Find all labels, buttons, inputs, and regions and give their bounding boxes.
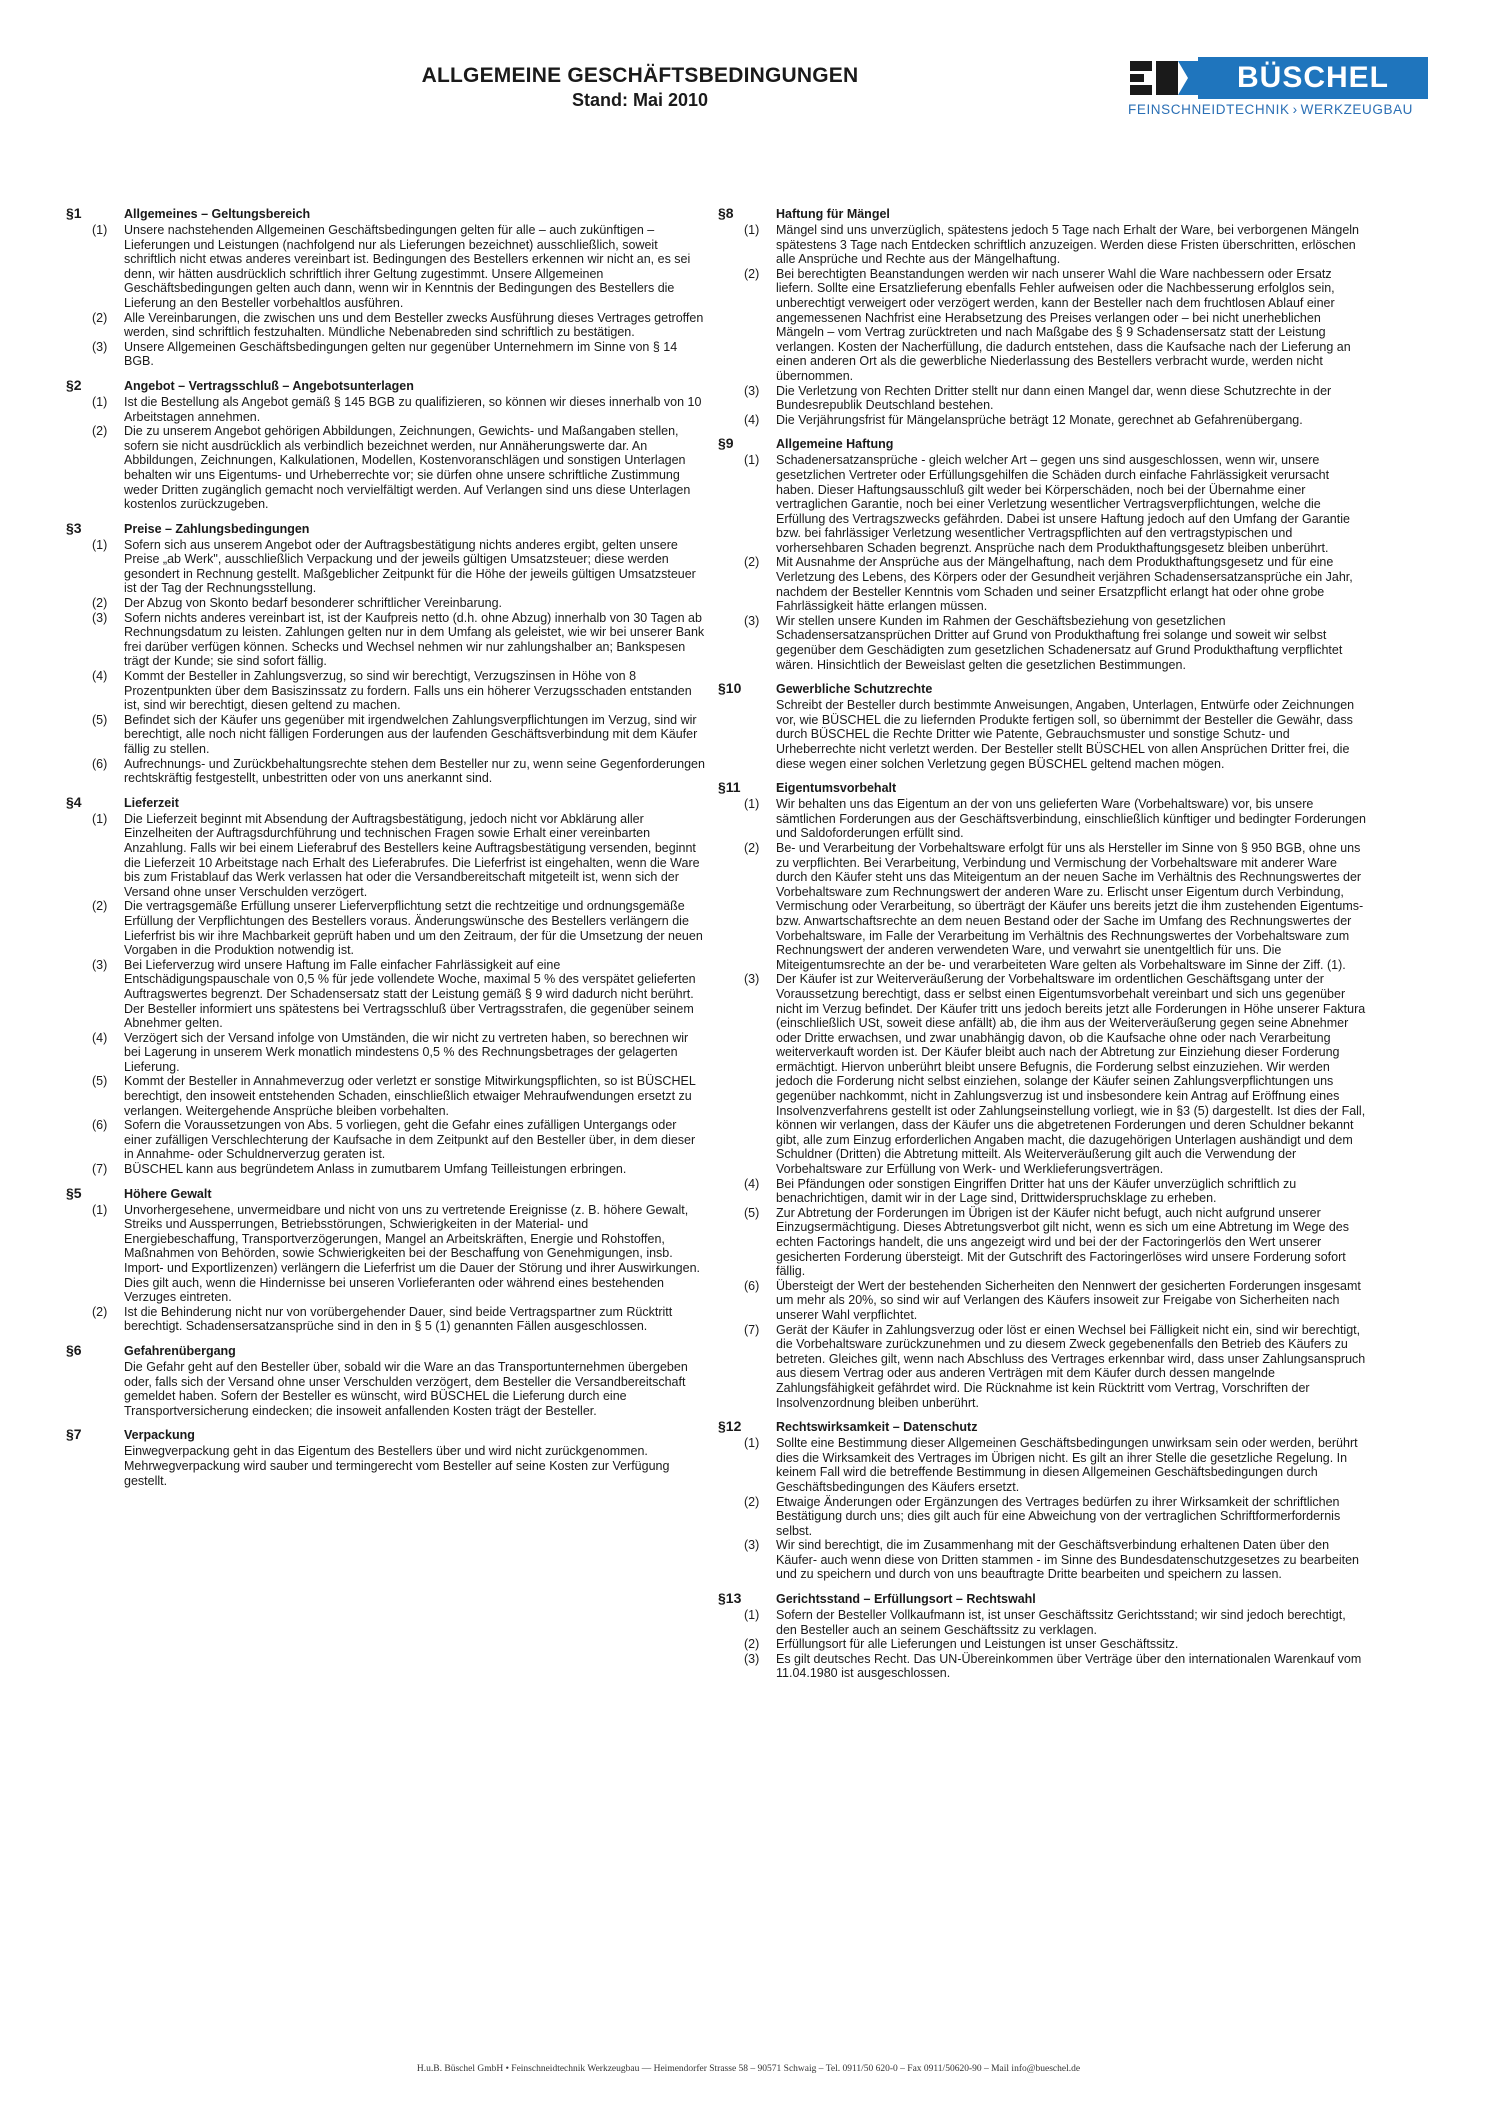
clause: [744, 1652, 1366, 1681]
section-number: §6: [66, 1341, 82, 1358]
clause-number: (1): [744, 1436, 760, 1451]
clause: [744, 1279, 1366, 1323]
clause: [744, 453, 1366, 555]
left-column: [66, 205, 706, 1496]
clause-text: Gerät der Käufer in Zahlungsverzug oder löst er einen Wechsel bei Fälligkeit nicht ein, sind wir berechtigt, die Vorbehaltsware zurückzunehmen und zu diesem Zweck gegebenenfalls den Betrieb des Käufers zu betreten. Gleiches gilt, wenn nach Abschluss des Vertrages erkennbar wird, dass unser Zahlungsanspruch aus diesem Vertrag oder aus anderen Verträgen mit dem Käufer durch dessen mangelnde Zahlungsfähigkeit gefährdet wird. Die Rücknahme ist kein Rücktritt vom Vertrag, Vorschriften der Insolvenzordnung bleiben unberührt.: [776, 1322, 1366, 1410]
clause-text: Kommt der Besteller in Zahlungsverzug, so sind wir berechtigt, Verzugszinsen in Höhe von 8 Prozentpunkten über dem Basiszinssatz zu fordern. Falls uns ein höherer Verzugsschaden entstanden ist, sind wir berechtigt, diesen geltend zu machen.: [124, 669, 692, 713]
clause-number: (3): [744, 1651, 760, 1666]
right-column: [718, 205, 1366, 1689]
clause-text: Kommt der Besteller in Annahmeverzug oder verletzt er sonstige Mitwirkungspflichten, so ist BÜSCHEL berechtigt, den insoweit entstehenden Schaden, einschließlich etwaiger Mehraufwendungen ersetzt zu verlangen. Weitergehende Ansprüche bleiben vorbehalten.: [124, 1074, 696, 1118]
clause-number: (1): [744, 797, 760, 812]
clause-number: (7): [92, 1162, 108, 1177]
clause-text: Der Abzug von Skonto bedarf besonderer schriftlicher Vereinbarung.: [124, 596, 503, 611]
clause-text: Mängel sind uns unverzüglich, spätestens jedoch 5 Tage nach Erhalt der Ware, bei verborgenen Mängeln spätestens 3 Tage nach Entdecken schriftlich anzuzeigen. Werden diese Fristen überschritten, erlöschen alle Ansprüche und Rechte aus der Mängelhaftung.: [776, 223, 1359, 267]
clause: [744, 797, 1366, 841]
section-paragraph: Die Gefahr geht auf den Besteller über, sobald wir die Ware an das Transportunternehmen übergeben oder, falls sich der Versand ohne unser Verschulden verzögert, dem Besteller die Versandbereitschaft gemeldet haben. Sofern der Besteller es wünscht, wird BÜSCHEL die Lieferung durch eine Transportversicherung eindecken; die insoweit anfallenden Kosten trägt der Besteller.: [124, 1359, 688, 1418]
section-title: Preise – Zahlungsbedingungen: [124, 521, 310, 536]
clause: [92, 669, 706, 713]
clause-text: Schadenersatzansprüche - gleich welcher Art – gegen uns sind ausgeschlossen, wenn wir, unsere gesetzlichen Vertreter oder Erfüllungsgehilfen die Schäden durch einfache Fahrlässigkeit verursacht haben. Dieser Haftungsausschluß gilt weder bei Körperschäden, noch bei der Übernahme einer vertraglichen Garantie, noch bei einer Verletzung wesentlicher Vertragsverpflichtungen, welche die Erfüllung des Vertragszwecks gefährden. Dabei ist unsere Haftung jedoch auf den Umfang der Garantie bzw. bei fahrlässiger Verletzung wesentlicher Vertragspflichten auf den vertragstypischen und vorhersehbaren Schaden begrenzt. Ansprüche nach dem Produkthaftungsgesetz bleiben unberührt.: [776, 453, 1350, 555]
clause-number: (7): [744, 1322, 760, 1337]
section-title: Allgemeine Haftung: [776, 437, 894, 452]
section-heading: [66, 377, 706, 393]
clause: [92, 611, 706, 669]
section: [718, 1590, 1366, 1681]
logo-tagline-left: FEINSCHNEIDTECHNIK: [1128, 102, 1290, 117]
clause: [92, 757, 706, 786]
clause-number: (2): [744, 1494, 760, 1509]
clause-number: (3): [744, 1538, 760, 1553]
clause-number: (2): [92, 899, 108, 914]
clause: [744, 267, 1366, 384]
clause: [92, 899, 706, 957]
clause-text: Verzögert sich der Versand infolge von Umständen, die wir nicht zu vertreten haben, so berechnen wir bei Lagerung in unserem Werk monatlich mindestens 0,5 % des Rechnungsbetrages der gelagerten Lieferung.: [124, 1030, 689, 1074]
clause-number: (6): [92, 756, 108, 771]
clause-number: (2): [92, 424, 108, 439]
section-paragraph: Einwegverpackung geht in das Eigentum des Bestellers über und wird nicht zurückgenommen. Mehrwegverpackung wird sauber und termingerecht vom Besteller auf seine Kosten zur Verfügung gestellt.: [124, 1444, 670, 1488]
clause-number: (2): [92, 310, 108, 325]
clause-text: Unvorhergesehene, unvermeidbare und nicht von uns zu vertretende Ereignisse (z. B. höhere Gewalt, Streiks und Aussperrungen, Betriebsstörungen, Schwierigkeiten in der Material- und Energiebeschaffung, Transportverzögerungen, Mangel an Arbeitskräften, Energie und Rohstoffen, Maßnahmen von Behörden, sowie Schwierigkeiten bei der Beschaffung von Genehmigungen, insb. Import- und Exportlizenzen) verlängern die Lieferfrist um die Dauer der Störung und ihrer Auswirkungen. Dies gilt auch, wenn die Hindernisse bei unseren Vorlieferanten oder während eines bestehenden Verzuges eintreten.: [124, 1202, 700, 1305]
clause-number: (2): [92, 1304, 108, 1319]
section-title: Lieferzeit: [124, 795, 179, 810]
clause-number: (1): [92, 394, 108, 409]
section-number: §4: [66, 793, 82, 810]
clause: [92, 812, 706, 900]
section-heading: [718, 1590, 1366, 1606]
section-heading: [718, 205, 1366, 221]
clause-text: Wir sind berechtigt, die im Zusammenhang mit der Geschäftsverbindung erhaltenen Daten über den Käufer- auch wenn diese von Dritten stammen - im Sinne des Bundesdatenschutzgesetzes zu bearbeiten und zu speichern und durch von uns beauftragte Dritte bearbeiten und speichern zu lassen.: [776, 1538, 1359, 1582]
clause-text: Bei Pfändungen oder sonstigen Eingriffen Dritter hat uns der Käufer unverzüglich schriftlich zu benachrichtigen, damit wir in der Lage sind, Drittwiderspruchsklage zu erheben.: [776, 1176, 1297, 1206]
section-number: §8: [718, 205, 734, 221]
section-title: Angebot – Vertragsschluß – Angebotsunterlagen: [124, 378, 414, 393]
clause-number: (2): [92, 596, 108, 611]
clause: [744, 1495, 1366, 1539]
section-title: Eigentumsvorbehalt: [776, 781, 897, 796]
clause-text: Der Käufer ist zur Weiterveräußerung der Vorbehaltsware im ordentlichen Geschäftsgang unter der Voraussetzung berechtigt, dass er selbst einen Eigentumsvorbehalt vereinbart und sich uns gegenüber nicht im Verzug befindet. Der Käufer tritt uns jedoch bereits jetzt alle Forderungen in Höhe unserer Faktura (einschließlich USt, soweit diese anfällt) ab, die ihm aus der Weiterveräußerung gegen seine Abnehmer oder Dritte erwachsen, und zwar unabhängig davon, ob die Kaufsache ohne oder nach Verarbeitung weiterverkauft worden ist. Der Käufer bleibt auch nach der Abtretung zur Einziehung dieser Forderung ermächtigt. Hiervon unberührt bleibt unsere Befugnis, die Forderung selbst einzuziehen. Wir werden jedoch die Forderung nicht selbst einziehen, solange der Käufer seinen Zahlungsverpflichtungen uns gegenüber nachkommt, nicht in Zahlungsverzug ist und insbesondere kein Antrag auf Eröffnung eines Insolvenzverfahrens gestellt ist oder Zahlungseinstellung vorliegt, wie in §3 (5) dargestellt. Ist dies der Fall, können wir verlangen, dass der Käufer uns die abgetretenen Forderungen und deren Schuldner bekannt gibt, alle zum Einzug erforderlichen Angaben macht, die dazugehörigen Unterlagen aushändigt und dem Schuldner (Dritten) die Abtretung mitteilt. Als Weiterveräußerung gilt auch die Verwendung der Vorbehaltsware zur Erfüllung von Werk- und Werklieferungsverträgen.: [776, 972, 1366, 1177]
clause-text: Aufrechnungs- und Zurückbehaltungsrechte stehen dem Besteller nur zu, wenn seine Gegenforderungen rechtskräftig festgestellt, unbestritten oder von uns anerkannt sind.: [124, 756, 705, 786]
section-heading: [66, 1342, 706, 1358]
clause: [92, 538, 706, 596]
clause-text: Sofern sich aus unserem Angebot oder der Auftragsbestätigung nichts anderes ergibt, gelten unsere Preise „ab Werk", ausschließlich Verpackung und der jeweils gültigen Umsatzsteuer; diese werden gesondert in Rechnung gestellt. Maßgeblicher Zeitpunkt für die Höhe der jeweils gültigen Umsatzsteuer ist der Tag der Rechnungsstellung.: [124, 537, 696, 596]
clause-number: (5): [744, 1205, 760, 1220]
clause-text: Die zu unserem Angebot gehörigen Abbildungen, Zeichnungen, Gewichts- und Maßangaben stellen, sofern sie nicht ausdrücklich als verbindlich bezeichnet werden, nur Annäherungswerte dar. An Abbildungen, Zeichnungen, Kalkulationen, Modellen, Kostenvoranschlägen und sonstigen Unterlagen behalten wir uns Eigentums- und Urheberrechte vor; sie dürfen ohne unsere schriftliche Zustimmung weder Dritten zugänglich gemacht noch vervielfältigt werden. Auf Verlangen sind uns diese Unterlagen kostenlos zurückzugeben.: [124, 424, 691, 512]
clause-text: Ist die Behinderung nicht nur von vorübergehender Dauer, sind beide Vertragspartner zum Rücktritt berechtigt. Schadensersatzansprüche sind in den in § 5 (1) genannten Fällen ausgeschlossen.: [124, 1304, 673, 1334]
document-subtitle: Stand: Mai 2010: [571, 90, 709, 110]
section-title: Höhere Gewalt: [124, 1186, 212, 1201]
section: [718, 205, 1366, 427]
section-number: §5: [66, 1184, 82, 1201]
clause-text: Übersteigt der Wert der bestehenden Sicherheiten den Nennwert der gesicherten Forderungen insgesamt um mehr als 20%, so sind wir auf Verlangen des Käufers insoweit zur Freigabe von Sicherheiten nach unserer Wahl verpflichtet.: [776, 1278, 1361, 1322]
clause-number: (1): [744, 223, 760, 237]
page-footer: H.u.B. Büschel GmbH • Feinschneidtechnik Werkzeugbau — Heimendorfer Strasse 58 – 90571 Schwaig – Tel. 0911/50 620-0 – Fax 0911/50620-90 – Mail info@bueschel.de: [416, 2064, 1081, 2074]
clause-text: Bei berechtigten Beanstandungen werden wir nach unserer Wahl die Ware nachbessern oder Ersatz liefern. Sollte eine Ersatzlieferung ebenfalls Fehler aufweisen oder die Nachbesserung erfolglos sein, unberechtigt verweigert oder verzögert werden, kann der Besteller nach dem fruchtlosen Ablauf einer angemessenen Nachfrist eine Herabsetzung des Preises verlangen oder – bei nicht unerheblichen Mängeln – vom Vertrag zurücktreten und nach Maßgabe des § 9 Schadensersatz statt der Leistung verlangen. Kosten der Nacherfüllung, die dadurch entstehen, dass die Kaufsache nach der Lieferung an einen anderen Ort als die gewerbliche Niederlassung des Bestellers verbracht wurde, werden nicht übernommen.: [776, 266, 1351, 383]
clause-number: (1): [744, 1608, 760, 1623]
section-title: Allgemeines – Geltungsbereich: [124, 207, 311, 221]
section-heading: [66, 520, 706, 536]
section: [718, 435, 1366, 672]
clause-text: BÜSCHEL kann aus begründetem Anlass in zumutbarem Umfang Teilleistungen erbringen.: [124, 1162, 627, 1177]
clause-number: (2): [744, 266, 760, 281]
clause-number: (2): [744, 840, 760, 855]
section-heading: [718, 680, 1366, 696]
section: [718, 779, 1366, 1410]
section-number: §13: [718, 1590, 742, 1607]
section: [66, 377, 706, 512]
section-heading: [66, 1426, 706, 1442]
clause: [744, 1637, 1366, 1652]
logo-tagline-separator: ›: [1292, 102, 1298, 117]
section: [66, 1426, 706, 1488]
clause: [744, 972, 1366, 1176]
section-heading: [66, 205, 706, 221]
clause-text: Es gilt deutsches Recht. Das UN-Übereinkommen über Verträge über den internationalen Warenkauf vom 11.04.1980 ist ausgeschlossen.: [776, 1651, 1362, 1681]
clause-text: Zur Abtretung der Forderungen im Übrigen ist der Käufer nicht befugt, auch nicht aufgrund unserer Einzugsermächtigung. Dieses Abtretungsverbot gilt nicht, wenn es sich um eine Abtretung im Wege des echten Factorings handelt, die uns angezeigt wird und bei der der Factoringerlös den Wert unserer gesicherten Forderung übersteigt. Mit der Gutschrift des Factoringerlöses wird unsere Forderung sofort fällig.: [776, 1205, 1349, 1279]
clause: [92, 713, 706, 757]
clause-text: Sollte eine Bestimmung dieser Allgemeinen Geschäftsbedingungen unwirksam sein oder werden, berührt dies die Wirksamkeit des Vertrages im Übrigen nicht. Es gilt an ihrer Stelle die gesetzliche Regelung. In keinem Fall wird die betreffende Bestimmung in diesen Allgemeinen Geschäftsbedingungen durch Geschäftsbedingungen des Käufers ersetzt.: [776, 1436, 1358, 1494]
document-header: [300, 64, 980, 111]
clause-text: Befindet sich der Käufer uns gegenüber mit irgendwelchen Zahlungsverpflichtungen im Verzug, sind wir berechtigt, alle noch nicht fälligen Forderungen aus der laufenden Geschäftsverbindung mit dem Käufer fällig zu stellen.: [124, 712, 698, 756]
section-number: §11: [718, 779, 741, 796]
clause-text: Erfüllungsort für alle Lieferungen und Leistungen ist unser Geschäftssitz.: [776, 1637, 1179, 1652]
section-paragraph: Schreibt der Besteller durch bestimmte Anweisungen, Angaben, Unterlagen, Entwürfe oder Zeichnungen vor, wie BÜSCHEL die zu liefernden Produkte fertigen soll, so übernimmt der Besteller die Gewähr, dass durch BÜSCHEL die Rechte Dritter wie Patente, Gebrauchsmuster und sonstige Schutz- und Urheberrechte nicht verletzt werden. Der Besteller stellt BÜSCHEL von allen Ansprüchen Dritter frei, die diese wegen einer solchen Verletzung gegen BÜSCHEL geltend machen mögen.: [776, 698, 1355, 771]
clause: [744, 1608, 1366, 1637]
section-heading: [718, 779, 1366, 795]
section: [66, 1185, 706, 1334]
section-title: Gerichtsstand – Erfüllungsort – Rechtswahl: [776, 1592, 1036, 1607]
section-heading: [718, 1418, 1366, 1434]
clause-text: Die Lieferzeit beginnt mit Absendung der Auftragsbestätigung, jedoch nicht vor Abklärung aller Einzelheiten der Auftragsdurchführung und technischen Fragen sowie Erhalt einer vereinbarten Anzahlung. Falls wir bei einem Lieferabruf des Bestellers keine Auftragsbestätigung versenden, beginnt die Lieferzeit 10 Arbeitstage nach Erhalt des Lieferabrufes. Die Lieferfrist ist eingehalten, wenn die Ware bis zum Fristablauf das Werk verlassen hat oder die Versandbereitschaft mitgeteilt ist, wenn sich der Versand ohne unser Verschulden verzögert.: [124, 811, 700, 899]
clause: [92, 1305, 706, 1334]
clause: [744, 223, 1366, 267]
clause-text: Unsere Allgemeinen Geschäftsbedingungen gelten nur gegenüber Unternehmern im Sinne von § 14 BGB.: [124, 339, 678, 369]
clause-number: (2): [744, 555, 760, 570]
section-heading: [718, 435, 1366, 451]
section-number: §2: [66, 376, 82, 393]
section: [718, 1418, 1366, 1582]
clause-number: (5): [92, 712, 108, 727]
logo-tagline-right: WERKZEUGBAU: [1300, 102, 1414, 117]
company-logo: [1128, 57, 1428, 137]
clause-text: Wir stellen unsere Kunden im Rahmen der Geschäftsbeziehung von gesetzlichen Schadensersatzansprüchen Dritter auf Grund von Produkthaftung frei solange und soweit wir selbst gegenüber dem Geschädigten zum gesetzlichen Schadenersatz auf Grund Produkthaftung verpflichtet wären. Hinsichtlich der Beweislast gelten die gesetzlichen Bestimmungen.: [776, 613, 1343, 672]
section-title: Haftung für Mängel: [776, 207, 890, 221]
logo-tagline: [1128, 102, 1428, 117]
clause-number: (1): [92, 223, 108, 237]
clause-text: Sofern der Besteller Vollkaufmann ist, ist unser Geschäftssitz Gerichtsstand; wir sind jedoch berechtigt, den Besteller auch an seinem Geschäftssitz zu verklagen.: [776, 1608, 1346, 1637]
clause-text: Sofern nichts anderes vereinbart ist, ist der Kaufpreis netto (d.h. ohne Abzug) innerhalb von 30 Tagen ab Rechnungsdatum zu leisten. Zahlungen gelten nur in dem Umfang als geleistet, wie wir bei unserer Bank frei darüber verfügen können. Schecks und Wechsel nehmen wir nur zahlungshalber an; Bankspesen trägt der Kunde; sie sind sofort fällig.: [124, 610, 705, 669]
clause-number: (1): [92, 811, 108, 826]
section-number: §10: [718, 680, 742, 697]
clause: [92, 1118, 706, 1162]
section-title: Verpackung: [124, 1428, 195, 1443]
clause-number: (2): [744, 1637, 760, 1652]
clause: [92, 596, 706, 611]
clause: [744, 614, 1366, 672]
clause-number: (3): [92, 610, 108, 625]
clause-number: (6): [92, 1118, 108, 1133]
clause-number: (3): [744, 613, 760, 628]
clause: [92, 1031, 706, 1075]
section: [66, 794, 706, 1177]
section: [66, 520, 706, 786]
clause: [92, 1074, 706, 1118]
section-heading: [66, 794, 706, 810]
section: [66, 205, 706, 369]
clause: [92, 223, 706, 311]
clause: [92, 958, 706, 1031]
clause-text: Die Verjährungsfrist für Mängelansprüche beträgt 12 Monate, gerechnet ab Gefahrenübergang.: [776, 412, 1303, 427]
clause: [744, 1538, 1366, 1582]
section-title: Gefahrenübergang: [124, 1343, 236, 1358]
clause-text: Mit Ausnahme der Ansprüche aus der Mängelhaftung, nach dem Produkthaftungsgesetz und für eine Verletzung des Lebens, des Körpers oder der Gesundheit verjähren Schadensersatzansprüche ein Jahr, nachdem der Besteller Kenntnis vom Schaden und seiner Ersatzpflicht erlangt hat oder ohne grobe Fahrlässigkeit hätte erlangen müssen.: [776, 555, 1353, 614]
clause-text: Die vertragsgemäße Erfüllung unserer Lieferverpflichtung setzt die rechtzeitige und ordnungsgemäße Erfüllung der Verpflichtungen des Bestellers voraus. Änderungswünsche des Bestellers verlängern die Lieferfrist bis wir ihre Machbarkeit geprüft haben und um den Zeitraum, der für die Umsetzung der neuen Vorgaben in die Produktion notwendig ist.: [124, 899, 703, 958]
section-title: Rechtswirksamkeit – Datenschutz: [776, 1420, 978, 1435]
clause-number: (3): [744, 383, 760, 398]
clause-text: Be- und Verarbeitung der Vorbehaltsware erfolgt für uns als Hersteller im Sinne von § 950 BGB, ohne uns zu verpflichten. Bei Verarbeitung, Verbindung und Vermischung der Vorbehaltsware mit anderer Ware durch den Käufer steht uns das Miteigentum an der neuen Sache im Verhältnis des Rechnungswertes der Vorbehaltsware zum Rechnungswert der anderen Ware zu. Erlischt unser Eigentum durch Verbindung, Vermischung oder Verarbeitung, so überträgt der Käufer uns bereits jetzt die ihm zustehenden Eigentums- bzw. Anwartschaftsrechte an dem neuen Bestand oder der Sache im Umfang des Rechnungswertes der Vorbehaltsware, im Falle der Verarbeitung im Verhältnis des Rechnungswertes der Vorbehaltsware zum Rechnungswert der anderen verwendeten Ware, und verwahrt sie unentgeltlich für uns. Die Miteigentumsrechte an der be- und verarbeiteten Ware gelten als Vorbehaltsware im Sinne der Ziff. (1).: [776, 840, 1364, 972]
clause-text: Alle Vereinbarungen, die zwischen uns und dem Besteller zwecks Ausführung dieses Vertrages getroffen werden, sind schriftlich festzuhalten. Mündliche Nebenabreden sind schriftlich zu bestätigen.: [124, 310, 704, 340]
clause-text: Ist die Bestellung als Angebot gemäß § 145 BGB zu qualifizieren, so können wir dieses innerhalb von 10 Arbeitstagen annehmen.: [124, 394, 702, 424]
clause-number: (3): [92, 339, 108, 354]
clause-number: (1): [92, 537, 108, 552]
section-number: §12: [718, 1418, 742, 1435]
clause-number: (4): [92, 669, 108, 684]
clause-number: (3): [92, 957, 108, 972]
section-heading: [66, 1185, 706, 1201]
clause: [92, 340, 706, 369]
section-number: §1: [66, 205, 82, 221]
section: [718, 680, 1366, 771]
section: [66, 1342, 706, 1418]
section-number: §9: [718, 435, 734, 452]
clause: [92, 395, 706, 424]
clause-number: (4): [92, 1030, 108, 1045]
clause: [744, 555, 1366, 613]
clause: [92, 1203, 706, 1305]
logo-wordmark: BÜSCHEL: [1198, 57, 1428, 99]
clause: [744, 413, 1366, 428]
clause: [92, 311, 706, 340]
clause: [744, 1177, 1366, 1206]
clause-text: Unsere nachstehenden Allgemeinen Geschäftsbedingungen gelten für alle – auch zukünftigen – Lieferungen und Leistungen (nachfolgend nur als Lieferungen bezeichnet) ausschließlich, soweit schriftlich nicht etwas anderes vereinbart ist. Bedingungen des Bestellers erkennen wir nicht an, es sei denn, wir hätten ausdrücklich schriftlich ihrer Geltung zugestimmt. Unsere Allgemeinen Geschäftsbedingungen gelten auch dann, wenn wir in Kenntnis der Bedingungen des Bestellers die Lieferung an den Besteller vorbehaltlos ausführen.: [124, 223, 691, 310]
clause-text: Bei Lieferverzug wird unsere Haftung im Falle einfacher Fahrlässigkeit auf eine Entschädigungspauschale von 0,5 % für jede vollendete Woche, maximal 5 % des verspätet gelieferten Auftragswertes begrenzt. Der Schadensersatz statt der Leistung gemäß § 9 wird dadurch nicht berührt. Der Besteller informiert uns spätestens bei Vertragsschluß über Vertragsstrafen, die gegenüber seinem Abnehmer gelten.: [124, 957, 696, 1031]
logo-mark-icon: [1128, 57, 1198, 99]
clause-number: (4): [744, 412, 760, 427]
clause: [744, 1436, 1366, 1494]
section-title: Gewerbliche Schutzrechte: [776, 682, 933, 697]
clause-number: (4): [744, 1176, 760, 1191]
document-title: ALLGEMEINE GESCHÄFTSBEDINGUNGEN: [421, 64, 859, 87]
clause-text: Sofern die Voraussetzungen von Abs. 5 vorliegen, geht die Gefahr eines zufälligen Untergangs oder einer zufälligen Verschlechterung der Kaufsache in dem Zeitpunkt auf den Besteller über, in dem dieser in Annahme- oder Schuldnerverzug geraten ist.: [124, 1118, 696, 1162]
clause-text: Wir behalten uns das Eigentum an der von uns gelieferten Ware (Vorbehaltsware) vor, bis unsere sämtlichen Forderungen aus der Geschäftsverbindung, einschließlich künftiger und bedingter Forderungen und Saldoforderungen erfüllt sind.: [776, 797, 1366, 841]
clause-text: Etwaige Änderungen oder Ergänzungen des Vertrages bedürfen zu ihrer Wirksamkeit der schriftlichen Bestätigung durch uns; dies gilt auch für eine Abweichung von der vertraglichen Schriftformerfordernis selbst.: [776, 1494, 1341, 1538]
clause: [744, 1206, 1366, 1279]
clause-number: (3): [744, 972, 760, 987]
clause-number: (1): [744, 453, 760, 468]
clause: [744, 384, 1366, 413]
section-number: §3: [66, 519, 82, 536]
section-number: §7: [66, 1426, 82, 1443]
clause: [744, 1323, 1366, 1411]
clause-text: Die Verletzung von Rechten Dritter stellt nur dann einen Mangel dar, wenn diese Schutzrechte in der Bundesrepublik Deutschland bestehen.: [776, 383, 1332, 413]
clause: [744, 841, 1366, 972]
clause-number: (5): [92, 1074, 108, 1089]
clause: [92, 1162, 706, 1177]
clause-number: (1): [92, 1202, 108, 1217]
clause-number: (6): [744, 1278, 760, 1293]
clause: [92, 424, 706, 512]
